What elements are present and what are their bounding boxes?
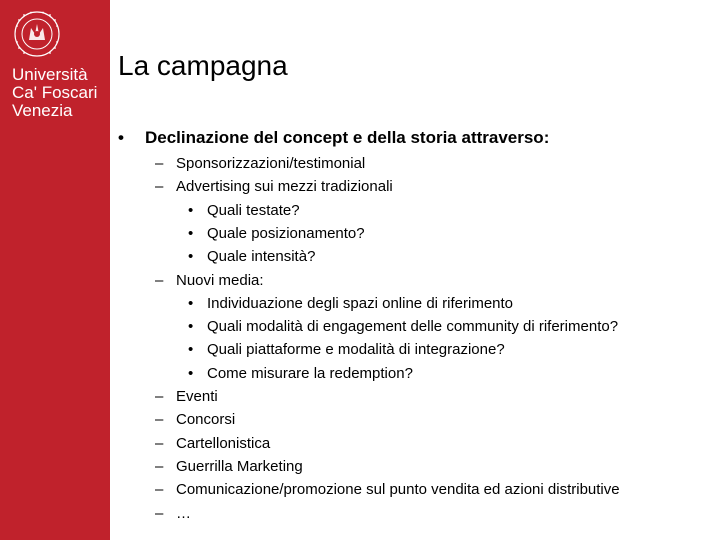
- dot-marker: •: [188, 341, 194, 359]
- bullet-text: Guerrilla Marketing: [176, 457, 303, 475]
- wordmark-line: Ca' Foscari: [12, 83, 98, 102]
- dash-marker: –: [155, 388, 164, 405]
- bullet-text: Sponsorizzazioni/testimonial: [176, 155, 366, 172]
- bullet-text: Quali modalità di engagement delle community di riferimento?: [207, 318, 619, 336]
- bullet-text: Individuazione degli spazi online di riferimento: [207, 294, 514, 312]
- bullet-marker: •: [118, 128, 124, 147]
- bullet-text: Concorsi: [176, 411, 236, 429]
- dash-marker: –: [155, 178, 164, 196]
- bullet-text: Cartellonistica: [176, 434, 271, 452]
- dash-marker: –: [155, 155, 164, 172]
- dash-marker: –: [155, 481, 164, 499]
- wordmark-line: Venezia: [12, 101, 73, 120]
- dash-marker: –: [155, 504, 164, 522]
- dash-marker: –: [155, 271, 164, 289]
- bullet-text: Quali piattaforme e modalità di integrazione?: [207, 341, 505, 359]
- university-wordmark: [12, 66, 97, 120]
- bullet-text: Eventi: [176, 388, 218, 405]
- bullet-text: Quale intensità?: [207, 248, 316, 266]
- dot-marker: •: [188, 364, 194, 382]
- intro-text: Declinazione del concept e della storia attraverso:: [145, 128, 550, 147]
- bullet-text: …: [176, 504, 191, 522]
- dash-marker: –: [155, 434, 164, 452]
- dot-marker: •: [188, 201, 194, 219]
- bullet-text: Comunicazione/promozione sul punto vendita ed azioni distributive: [176, 481, 620, 499]
- dot-marker: •: [188, 294, 194, 312]
- bullet-text: Quale posizionamento?: [207, 224, 365, 242]
- dot-marker: •: [188, 318, 194, 336]
- university-seal-logo: [9, 10, 69, 58]
- brand-sidebar: [0, 0, 110, 540]
- title-divider: [110, 96, 720, 97]
- dot-marker: •: [188, 224, 194, 242]
- slide-title: La campagna: [118, 50, 288, 81]
- bullet-text: Quali testate?: [207, 201, 300, 219]
- bullet-text: Come misurare la redemption?: [207, 364, 413, 382]
- dash-marker: –: [155, 411, 164, 429]
- bullet-text: Nuovi media:: [176, 271, 264, 289]
- bullet-text: Advertising sui mezzi tradizionali: [176, 178, 393, 196]
- dash-marker: –: [155, 457, 164, 475]
- dot-marker: •: [188, 248, 194, 266]
- wordmark-line: Università: [12, 65, 88, 84]
